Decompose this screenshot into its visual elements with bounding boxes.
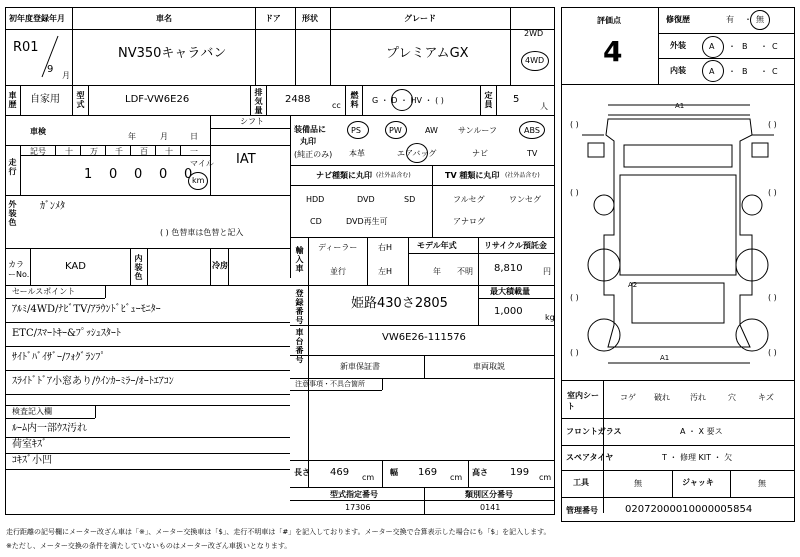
inspection-month: 月 (160, 132, 168, 141)
navi-sub: (社外品含む) (376, 172, 411, 179)
row-divider (5, 469, 290, 470)
exterior-grade-option: ・ (728, 42, 736, 51)
color-no-value: KAD (65, 261, 86, 272)
equipment-option: サンルーフ (458, 126, 497, 135)
tools-label: 工具 (573, 478, 589, 487)
mileage-header: 記号 (30, 147, 46, 156)
car-damage-diagram (562, 85, 794, 381)
length-unit: cm (362, 473, 375, 482)
equipment-option: ナビ (472, 149, 488, 158)
repair-none-circle (750, 10, 770, 30)
sales-point-line: ETC/ｽﾏｰﾄｷｰ&ﾌﾟｯｼｭｽﾀｰﾄ (12, 328, 121, 339)
chassis-label: 車台番号 (295, 328, 304, 364)
length-label: 長さ (294, 468, 310, 477)
length-value: 469 (330, 467, 350, 478)
svg-text:( ): ( ) (570, 293, 579, 302)
shift-value: IAT (236, 152, 256, 167)
exterior-label: 外装色 (8, 200, 17, 227)
row-divider (5, 394, 290, 395)
repair-label: 修復歴 (666, 15, 690, 24)
svg-text:( ): ( ) (768, 188, 777, 197)
interior-grade-option: ・ (760, 67, 768, 76)
recycle-label: リサイクル預託金 (484, 241, 547, 250)
tv-sub: (社外品含む) (505, 172, 540, 179)
interior-grade-option: ・ (728, 67, 736, 76)
usage-value: 自家用 (30, 94, 60, 105)
row-divider (5, 346, 290, 347)
equipment-label-3: (純正のみ) (294, 150, 333, 159)
designation-value: 17306 (345, 503, 371, 512)
tv-option: ワンセグ (509, 195, 541, 204)
interior-sheet-item: 汚れ (690, 393, 706, 402)
equipment-option: PW (389, 126, 402, 135)
mileage-header: 百 (140, 147, 148, 156)
grade-label: グレード (404, 14, 436, 23)
jack-label: ジャッキ (682, 478, 714, 487)
airbag-circle (406, 143, 428, 163)
door-label: ドア (265, 14, 281, 23)
equipment-option: TV (527, 149, 538, 158)
svg-text:( ): ( ) (768, 348, 777, 357)
interior-a-circle (702, 60, 724, 82)
model-year-unit: 年 (433, 267, 441, 276)
exterior-grade-option: C (772, 42, 778, 51)
mileage-digit: 1 (84, 167, 93, 182)
equipment-label-1: 装備品に (294, 125, 326, 134)
sales-points-label: セールスポイント (12, 287, 76, 296)
registration-value: 姫路430さ2805 (351, 296, 448, 311)
mileage-divider (180, 145, 181, 155)
capacity-unit: 人 (540, 102, 548, 111)
fuel-options: G ・ D ・ HV ・ ( ) (372, 96, 444, 105)
fuel-label: 燃料 (350, 91, 359, 109)
navi-option: CD (310, 217, 322, 226)
yen-unit: 円 (543, 267, 551, 276)
inspection-label: 車検 (30, 127, 46, 136)
width-unit: cm (450, 473, 463, 482)
score-value: 4 (603, 35, 623, 68)
svg-text:( ): ( ) (570, 348, 579, 357)
mileage-digit: 0 (134, 167, 143, 182)
exterior-grade-label: 外装 (670, 41, 686, 50)
management-value: 02072000010000005854 (625, 504, 753, 515)
spare-tire-value: T ・ 修理 KIT ・ 欠 (662, 453, 733, 462)
windshield-value: A ・ X 要ス (680, 427, 723, 436)
inspector-label: 検査記入欄 (12, 407, 52, 416)
interior-grade-label: 内装 (670, 66, 686, 75)
grade-value: プレミアムGX (386, 46, 469, 61)
mileage-divider (130, 145, 131, 155)
manual: 車両取説 (473, 362, 505, 371)
ac-label: 冷房 (212, 261, 228, 270)
color-no-label: カラーNo. (8, 260, 30, 279)
month-unit: 月 (62, 71, 70, 80)
equipment-option: エアバッグ (397, 149, 437, 158)
exterior-grade-option: ・ (760, 42, 768, 51)
tv-title: TV 種類に丸印 (445, 171, 500, 180)
shift-label: シフト (240, 117, 264, 126)
mileage-header: 十 (65, 147, 73, 156)
sales-point-line: ｽﾗｲﾄﾞﾄﾞｱ小窓あり/ｳｲﾝｶｰﾐﾗｰ/ｵｰﾄｴｱｺﾝ (12, 376, 174, 387)
interior-sheet-item: 破れ (654, 393, 670, 402)
ps-circle (347, 121, 369, 139)
interior-sheet-item: コゲ (620, 393, 636, 402)
kg-unit: kg (545, 313, 555, 322)
model-value: LDF-VW6E26 (125, 94, 190, 105)
cc-unit: cc (332, 101, 341, 110)
svg-text:( ): ( ) (570, 188, 579, 197)
mileage-header: 一 (190, 147, 198, 156)
max-load-label: 最大積載量 (490, 287, 530, 296)
model-label: 型式 (76, 91, 85, 109)
mile-label: マイル (190, 159, 214, 168)
equipment-label-2: 丸印 (300, 137, 316, 146)
windshield-label: フロントガラス (566, 427, 622, 436)
mileage-digit: 0 (184, 167, 193, 182)
car-name: NV350キャラバン (118, 46, 227, 61)
new-car-warranty: 新車保証書 (340, 362, 380, 371)
fuel-selected-circle (391, 89, 413, 111)
row-divider (5, 322, 290, 323)
drive-2wd: 2WD (524, 29, 544, 38)
row-divider (5, 370, 290, 371)
navi-title: ナビ種類に丸印 (316, 171, 372, 180)
model-year-unknown: 不明 (457, 267, 473, 276)
management-label: 管理番号 (566, 506, 598, 515)
height-value: 199 (510, 467, 530, 478)
height-label: 高さ (472, 468, 488, 477)
recycle-value: 8,810 (494, 263, 523, 274)
capacity-label: 定員 (484, 91, 493, 109)
mileage-header: 万 (90, 147, 98, 156)
equipment-option: PS (351, 126, 361, 135)
interior-grade-option: C (772, 67, 778, 76)
exterior-grade-option: B (742, 42, 748, 51)
damage-a1-bottom: A1 (660, 354, 670, 362)
score-label: 評価点 (597, 16, 621, 25)
displacement-label: 排気量 (254, 88, 263, 115)
displacement-value: 2488 (285, 94, 311, 105)
class-value: 0141 (480, 503, 501, 512)
abs-circle (519, 121, 545, 139)
mileage-divider (105, 145, 106, 155)
equipment-option: AW (425, 126, 438, 135)
inspector-note-line: ｺｷｽﾞ小凹 (12, 455, 52, 466)
mileage-digit: 0 (109, 167, 118, 182)
tv-option: フルセグ (453, 195, 485, 204)
interior-sheet-item: キズ (758, 393, 774, 402)
navi-option: HDD (306, 195, 325, 204)
inspection-year: 年 (128, 132, 136, 141)
exterior-a-circle (702, 36, 724, 58)
svg-text:( ): ( ) (768, 293, 777, 302)
svg-text:( ): ( ) (768, 120, 777, 129)
usage-label: 車歴 (8, 91, 17, 109)
width-label: 幅 (390, 468, 398, 477)
exterior-grade-option: A (709, 42, 715, 51)
row-divider (5, 453, 290, 454)
mileage-divider (80, 145, 81, 155)
left-h-label: 左H (378, 267, 393, 276)
width-value: 169 (418, 467, 438, 478)
km-label: km (192, 176, 205, 185)
mileage-digit: 0 (159, 167, 168, 182)
sales-point-line: ｱﾙﾐ/4WD/ﾅﾋﾞTV/ｱﾗｳﾝﾄﾞﾋﾞｭｰﾓﾆﾀｰ (12, 304, 161, 315)
chassis-value: VW6E26-111576 (382, 332, 466, 343)
spare-tire-label: スペアタイヤ (566, 453, 614, 462)
row-divider (5, 437, 290, 438)
class-label: 類別区分番号 (465, 490, 513, 499)
sales-point-line: ｻｲﾄﾞﾊﾞｲｻﾞｰ/ﾌｫｸﾞﾗﾝﾌﾟ (12, 352, 106, 363)
mileage-label: 走行 (8, 158, 17, 176)
height-unit: cm (539, 473, 552, 482)
equipment-option: ABS (524, 126, 540, 135)
designation-label: 型式指定番号 (330, 490, 378, 499)
footer-line-1: 走行距離の記号欄にメーター改ざん車は「※」、メーター交換車は「$」、走行不明車は「#」を記入しております。メーター交換で合算表示した場合にも「$」を記入します。 (6, 528, 551, 536)
damage-a1-top: A1 (675, 102, 685, 110)
inspection-day: 日 (190, 132, 198, 141)
repair-option: ・ (744, 15, 752, 24)
jack-value: 無 (758, 479, 766, 488)
vehicle-info-panel (5, 7, 555, 515)
pw-circle (385, 121, 407, 139)
import-label: 輸入車 (295, 246, 304, 273)
mileage-header: 千 (115, 147, 123, 156)
shape-label: 形状 (302, 14, 318, 23)
exterior-value: ｶﾞﾝﾒﾀ (40, 201, 65, 212)
right-h-label: 右H (378, 243, 393, 252)
navi-option: DVD (357, 195, 375, 204)
navi-option: SD (404, 195, 416, 204)
registration-label: 登録番号 (295, 289, 304, 325)
inspector-note-line: 荷室ｷｽﾞ (12, 439, 47, 450)
inspector-note-line: ﾙｰﾑ内一部ｳｽ汚れ (12, 423, 87, 434)
mileage-header: 十 (165, 147, 173, 156)
svg-text:( ): ( ) (570, 120, 579, 129)
dealer-label: ディーラー (318, 243, 358, 252)
max-load-value: 1,000 (494, 306, 523, 317)
first-reg-era: R01 (13, 40, 39, 55)
navi-option: DVD再生可 (346, 217, 388, 226)
interior-sheet-item: 穴 (728, 393, 736, 402)
interior-grade-option: A (709, 67, 715, 76)
interior-color-label: 内装色 (134, 254, 143, 281)
capacity-value: 5 (513, 94, 520, 105)
mileage-divider (155, 145, 156, 155)
repair-option: 有 (726, 15, 734, 24)
first-reg-label: 初年度登録年月 (9, 14, 65, 23)
equipment-option: 本革 (349, 149, 365, 158)
exterior-note: ( ) 色替車は色替と記入 (160, 228, 244, 237)
interior-sheet-label: 室内シート (567, 391, 599, 411)
tv-option: アナログ (453, 217, 485, 226)
parallel-label: 並行 (330, 267, 346, 276)
tools-value: 無 (634, 479, 642, 488)
first-reg-month: 9 (47, 64, 54, 75)
model-year-label: モデル年式 (417, 241, 457, 250)
notes-label: 注意事項・不具合箇所 (295, 380, 365, 388)
footer-line-2: ※ただし、メーター交換の条件を満たしていないものはメーター改ざん車扱いとなります。 (6, 542, 292, 550)
damage-a2: A2 (628, 281, 638, 289)
mileage-divider (55, 145, 56, 155)
car-name-label: 車名 (156, 14, 172, 23)
drive-4wd: 4WD (525, 56, 545, 65)
repair-option: 無 (756, 15, 764, 24)
interior-grade-option: B (742, 67, 748, 76)
